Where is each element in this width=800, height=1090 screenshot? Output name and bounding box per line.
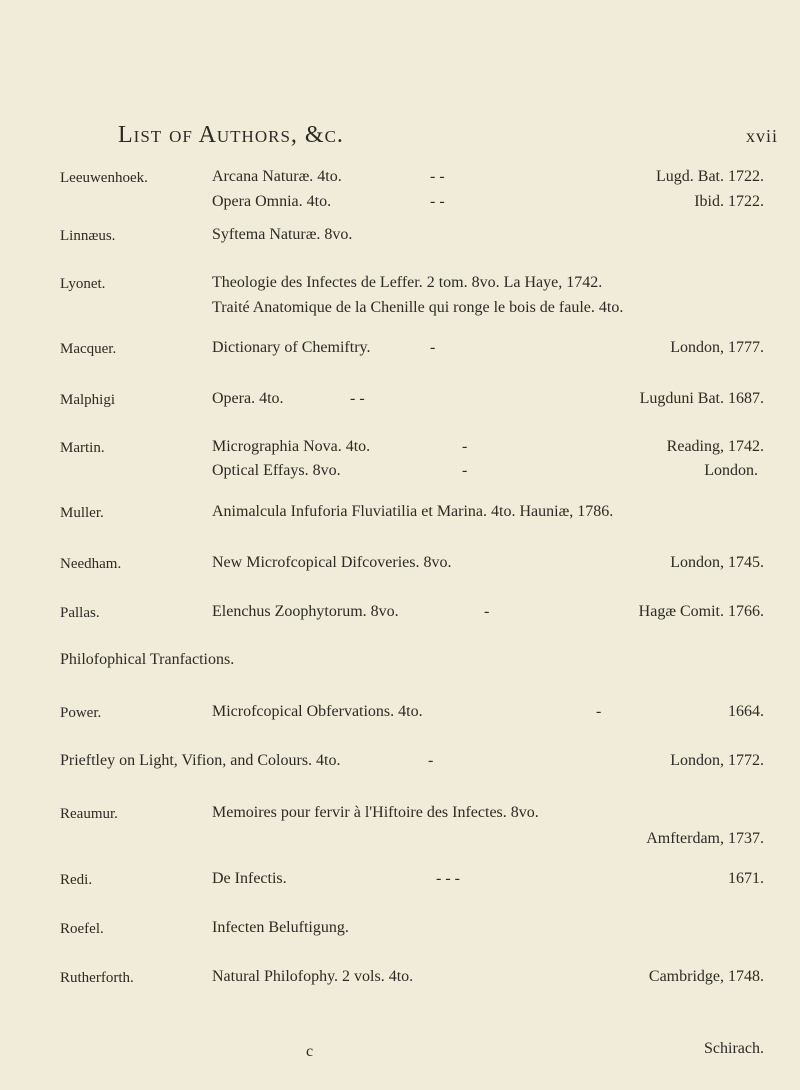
leader-dashes: - bbox=[462, 438, 468, 455]
work-title: Theologie des Infectes de Leffer. 2 tom. 8vo. La Haye, 1742. bbox=[212, 274, 603, 291]
catchword: Schirach. bbox=[704, 1040, 764, 1057]
work-line bbox=[0, 968, 800, 992]
author-name: Macquer. bbox=[60, 341, 117, 357]
work-line bbox=[0, 226, 800, 250]
work-line bbox=[0, 554, 800, 578]
leader-dashes: - bbox=[428, 752, 434, 769]
signature-mark: c bbox=[306, 1043, 314, 1060]
author-name: Linnæus. bbox=[60, 228, 116, 244]
work-line bbox=[0, 193, 800, 217]
work-line bbox=[0, 603, 800, 627]
work-title: Infecten Beluftigung. bbox=[212, 919, 349, 936]
imprint: 1671. bbox=[728, 870, 764, 887]
leader-dashes: - bbox=[430, 339, 436, 356]
work-title: Animalcula Infuforia Fluviatilia et Marina. 4to. Hauniæ, 1786. bbox=[212, 503, 614, 520]
author-name: Power. bbox=[60, 705, 102, 721]
imprint: London, 1772. bbox=[670, 752, 764, 769]
leader-dashes: - bbox=[596, 703, 602, 720]
page-header bbox=[0, 112, 800, 152]
imprint: Reading, 1742. bbox=[666, 438, 764, 455]
imprint: Amfterdam, 1737. bbox=[646, 830, 764, 847]
imprint: Cambridge, 1748. bbox=[648, 968, 764, 985]
author-name: Redi. bbox=[60, 872, 93, 888]
imprint: Lugduni Bat. 1687. bbox=[639, 390, 764, 407]
work-line bbox=[0, 703, 800, 727]
work-line bbox=[0, 299, 800, 323]
author-name: Malphigi bbox=[60, 392, 115, 408]
work-title: Syftema Naturæ. 8vo. bbox=[212, 226, 353, 243]
running-title: List of Authors, &c. bbox=[118, 122, 344, 148]
work-line bbox=[0, 870, 800, 894]
work-title: Prieftley on Light, Vifion, and Colours. 4to. bbox=[60, 752, 341, 769]
work-line bbox=[0, 804, 800, 828]
author-name: Leeuwenhoek. bbox=[60, 170, 148, 186]
author-name: Roefel. bbox=[60, 921, 104, 937]
work-line bbox=[0, 168, 800, 192]
leader-dashes: - - - bbox=[436, 870, 460, 887]
work-line bbox=[0, 339, 800, 363]
author-name: Needham. bbox=[60, 556, 122, 572]
work-title: De Infectis. bbox=[212, 870, 287, 887]
work-title: Micrographia Nova. 4to. bbox=[212, 438, 371, 455]
work-line bbox=[0, 830, 800, 854]
work-line bbox=[0, 462, 800, 486]
leader-dashes: - bbox=[462, 462, 468, 479]
author-name: Lyonet. bbox=[60, 276, 106, 292]
work-title: New Microfcopical Difcoveries. 8vo. bbox=[212, 554, 452, 571]
leader-dashes: - - bbox=[430, 168, 445, 185]
work-title: Traité Anatomique de la Chenille qui ronge le bois de faule. 4to. bbox=[212, 299, 624, 316]
work-line bbox=[0, 503, 800, 527]
author-name: Rutherforth. bbox=[60, 970, 134, 986]
author-name: Martin. bbox=[60, 440, 105, 456]
imprint: London. bbox=[704, 462, 758, 479]
leader-dashes: - bbox=[484, 603, 490, 620]
work-title: Optical Effays. 8vo. bbox=[212, 462, 341, 479]
work-title: Natural Philofophy. 2 vols. 4to. bbox=[212, 968, 414, 985]
imprint: Ibid. 1722. bbox=[694, 193, 764, 210]
author-name: Muller. bbox=[60, 505, 104, 521]
work-line bbox=[0, 390, 800, 414]
work-line bbox=[0, 274, 800, 298]
leader-dashes: - - bbox=[430, 193, 445, 210]
imprint: London, 1745. bbox=[670, 554, 764, 571]
work-title: Elenchus Zoophytorum. 8vo. bbox=[212, 603, 399, 620]
leader-dashes: - - bbox=[350, 390, 365, 407]
work-title: Opera Omnia. 4to. bbox=[212, 193, 332, 210]
imprint: Lugd. Bat. 1722. bbox=[656, 168, 764, 185]
imprint: London, 1777. bbox=[670, 339, 764, 356]
author-name: Pallas. bbox=[60, 605, 100, 621]
imprint: Hagæ Comit. 1766. bbox=[638, 603, 764, 620]
work-line bbox=[0, 919, 800, 943]
work-line bbox=[0, 438, 800, 462]
work-title: Arcana Naturæ. 4to. bbox=[212, 168, 342, 185]
work-title: Opera. 4to. bbox=[212, 390, 284, 407]
author-name: Reaumur. bbox=[60, 806, 118, 822]
work-title: Dictionary of Chemiftry. bbox=[212, 339, 371, 356]
work-title: Philofophical Tranfactions. bbox=[60, 651, 235, 668]
imprint: 1664. bbox=[728, 703, 764, 720]
page-number: xvii bbox=[745, 126, 778, 146]
work-title: Microfcopical Obfervations. 4to. bbox=[212, 703, 423, 720]
work-title: Memoires pour fervir à l'Hiftoire des Infectes. 8vo. bbox=[212, 804, 539, 821]
